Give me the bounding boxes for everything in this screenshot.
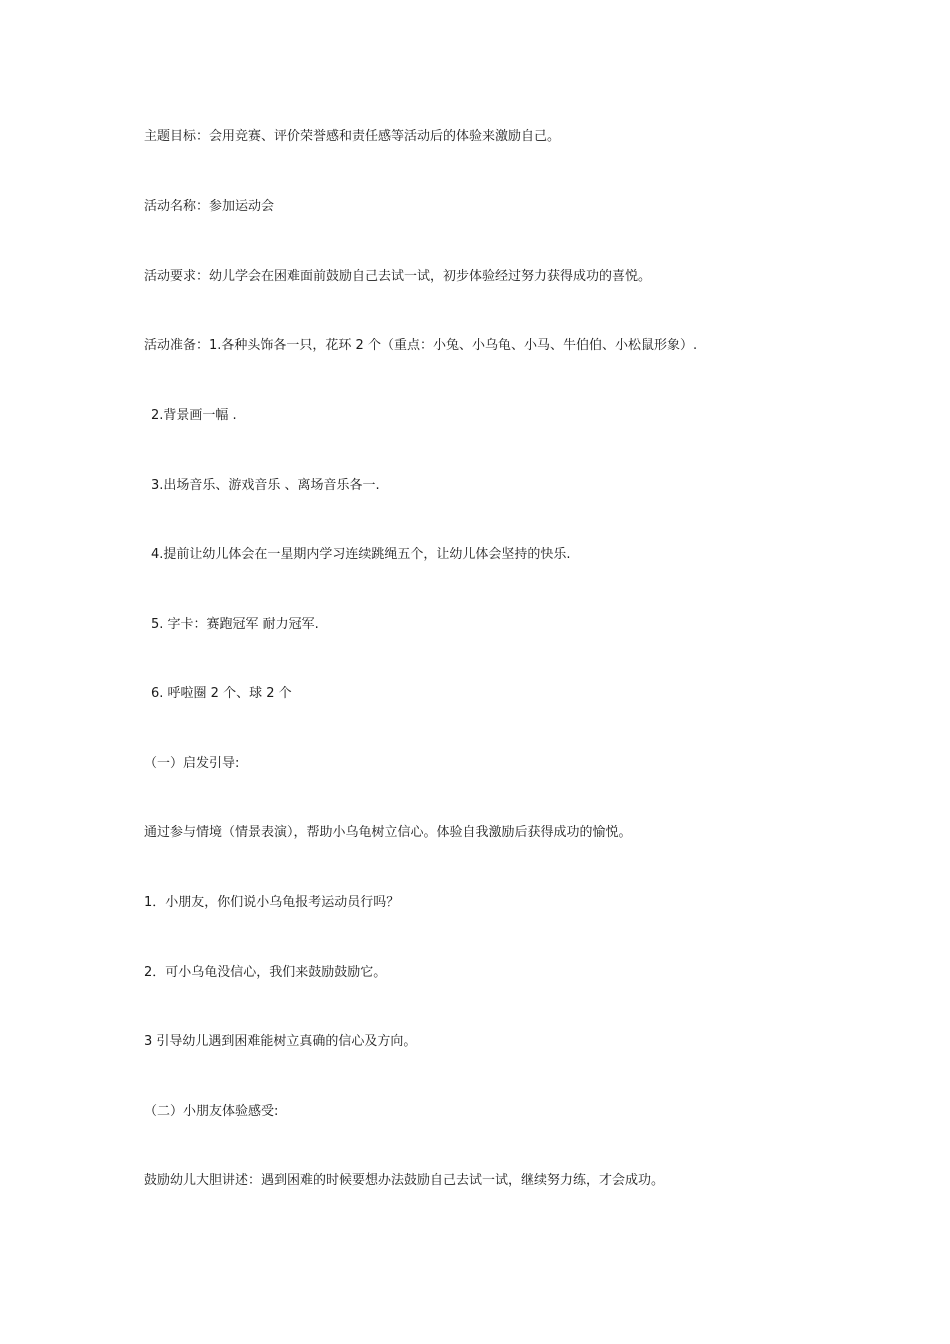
section-heading-2: （二）小朋友体验感受: <box>144 1104 279 1119</box>
section-1-intro: 通过参与情境（情景表演），帮助小乌龟树立信心。体验自我激励后获得成功的愉悦。 <box>144 825 632 840</box>
preparation-item-2: 2.背景画一幅 . <box>151 408 237 423</box>
section-1-item-1: 1．小朋友，你们说小乌龟报考运动员行吗？ <box>144 895 400 910</box>
section-1-item-3: 3 引导幼儿遇到困难能树立真确的信心及方向。 <box>144 1034 417 1049</box>
preparation-item-4: 4.提前让幼儿体会在一星期内学习连续跳绳五个，让幼儿体会坚持的快乐. <box>151 547 571 562</box>
preparation-item-3: 3.出场音乐、游戏音乐 、离场音乐各一. <box>151 478 380 493</box>
preparation-item-6: 6. 呼啦圈 2 个、球 2 个 <box>151 686 292 701</box>
activity-requirement-line: 活动要求：幼儿学会在困难面前鼓励自己去试一试，初步体验经过努力获得成功的喜悦。 <box>144 269 652 284</box>
section-2-text: 鼓励幼儿大胆讲述：遇到困难的时候要想办法鼓励自己去试一试，继续努力练，才会成功。 <box>144 1173 665 1188</box>
activity-preparation-line: 活动准备：1.各种头饰各一只，花环 2 个（重点：小兔、小乌龟、小马、牛伯伯、小松鼠形象）. <box>144 338 698 353</box>
section-heading-1: （一）启发引导: <box>144 756 240 771</box>
theme-goal-line: 主题目标：会用竞赛、评价荣誉感和责任感等活动后的体验来激励自己。 <box>144 129 561 144</box>
activity-name-line: 活动名称：参加运动会 <box>144 199 275 214</box>
section-1-item-2: 2．可小乌龟没信心，我们来鼓励鼓励它。 <box>144 965 387 980</box>
preparation-item-5: 5. 字卡：赛跑冠军 耐力冠军. <box>151 617 319 632</box>
